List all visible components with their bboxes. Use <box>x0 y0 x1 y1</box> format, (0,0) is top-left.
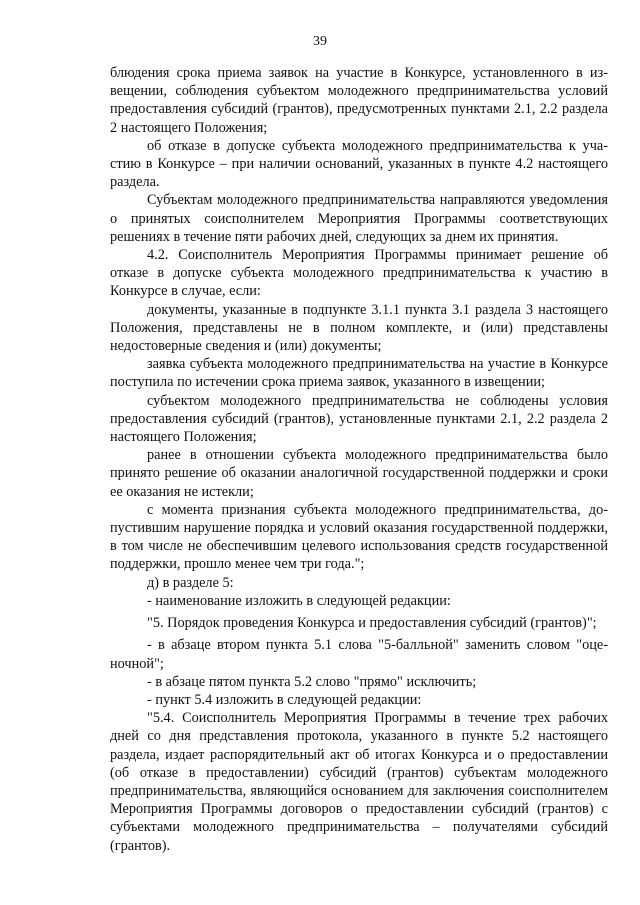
paragraph: ранее в отношении субъекта молодежного предпринимательства было принято решение об оказании аналогичной государственной поддержки и сроки ее оказания не истекли; <box>110 447 608 500</box>
paragraph: блюдения срока приема заявок на участие в Конкурсе, установленного в извещении, соблюдения субъектом молодежного предпринимательства условий предоставления субсидий (грантов), предусмотренных пунктами 2.1, 2.2 раздела 2 настоящего Положения; <box>110 65 608 136</box>
paragraph: - пункт 5.4 изложить в следующей редакции: <box>147 691 422 708</box>
paragraph: - в абзаце втором пункта 5.1 слова "5-балльной" заменить словом "оценочной"; <box>110 637 608 672</box>
paragraph: с момента признания субъекта молодежного предпринимательства, допустившим нарушение порядка и условий оказания государственной поддержки, в том числе не обеспечившим целевого использования средств государственной поддержки, прошло менее чем три года."; <box>110 501 608 573</box>
paragraph: 4.2. Соисполнитель Мероприятия Программы принимает решение об отказе в допуске субъекта молодежного предпринимательства к участию в Конкурсе в случае, если: <box>110 247 608 300</box>
page-number: 39 <box>313 34 327 49</box>
paragraph: "5. Порядок проведения Конкурса и предоставления субсидий (грантов)"; <box>147 615 597 632</box>
paragraph: Субъектам молодежного предпринимательства направляются уведомления о принятых соисполнителем Мероприятия Программы соответствующих решениях в течение пяти рабочих дней, следующих за днем их принятия. <box>110 192 608 245</box>
paragraph: д) в разделе 5: <box>147 574 234 591</box>
paragraph: - в абзаце пятом пункта 5.2 слово "прямо" исключить; <box>147 673 477 690</box>
paragraph: - наименование изложить в следующей редакции: <box>147 592 451 609</box>
paragraph: заявка субъекта молодежного предпринимательства на участие в Конкурсе поступила по истечении срока приема заявок, указанного в извещении; <box>110 356 608 391</box>
paragraph: "5.4. Соисполнитель Мероприятия Программы в течение трех рабочих дней со дня представления протокола, указанного в пункте 5.2 настоящего раздела, издает распорядительный акт об итогах Конкурса и о предоставлении (об отказе в предоставлении) субсидий (грантов) субъектам молодежного предпринимательства, являющийся основанием для заключения соисполнителем Мероприятия Программы договоров о предоставлении субсидий (грантов) с субъектами молодежного предпринимательства – получателями субсидий (грантов). <box>110 710 608 854</box>
document-body <box>110 64 608 855</box>
paragraph: об отказе в допуске субъекта молодежного предпринимательства к участию в Конкурсе – при наличии оснований, указанных в пункте 4.2 настоящего раздела. <box>110 137 608 191</box>
paragraph: документы, указанные в подпункте 3.1.1 пункта 3.1 раздела 3 настоящего Положения, представлены не в полном комплекте, и (или) представлены недостоверные сведения и (или) документы; <box>110 301 608 355</box>
paragraph: субъектом молодежного предпринимательства не соблюдены условия предоставления субсидий (грантов), установленные пунктами 2.1, 2.2 раздела 2 настоящего Положения; <box>110 392 608 446</box>
